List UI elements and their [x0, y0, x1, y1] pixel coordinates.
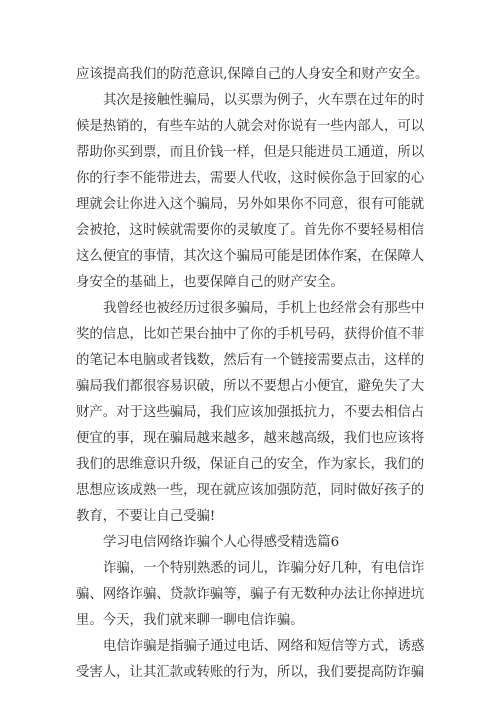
document-page: [76, 0, 436, 707]
text-line: 这么便宜的事情，其次这个骗局可能是团体作案，在保障人: [76, 249, 425, 264]
text-line: 教育，不要让自己受骗!: [76, 509, 216, 524]
text-line: 的笔记本电脑或者钱数，然后有一个链接需要点击，这样的: [76, 353, 425, 368]
text-line: 奖的信息，比如芒果台抽中了你的手机号码，获得价值不菲: [76, 327, 425, 342]
text-line: 财产。对于这些骗局，我们应该加强抵抗力，不要去相信占: [76, 405, 425, 420]
text-line: 里。今天，我们就来聊一聊电信诈骗。: [76, 613, 304, 628]
text-line: 身安全的基础上，也要保障自己的财产安全。: [76, 275, 344, 290]
text-line: 思想应该成熟一些，现在就应该加强防范，同时做好孩子的: [76, 483, 425, 498]
text-line: 电信诈骗是指骗子通过电话、网络和短信等方式，诱惑: [103, 639, 425, 654]
text-line: 骗局我们都很容易识破，所以不要想占小便宜，避免失了大: [76, 379, 425, 394]
text-line: 理就会让你进入这个骗局，另外如果你不同意，很有可能就: [76, 197, 425, 212]
text-line: 你的行李不能带进去，需要人代收，这时候你急于回家的心: [76, 171, 425, 186]
text-line: 应该提高我们的防范意识,保障自己的人身安全和财产安全。: [76, 67, 429, 82]
text-line: 会被抢，这时候就需要你的灵敏度了。首先你不要轻易相信: [76, 223, 425, 238]
text-line: 骗、网络诈骗、贷款诈骗等，骗子有无数种办法让你掉进坑: [76, 587, 425, 602]
text-line: 诈骗，一个特别熟悉的词儿，诈骗分好几种，有电信诈: [103, 561, 425, 576]
text-line: 我们的思维意识升级，保证自己的安全，作为家长，我们的: [76, 457, 425, 472]
section-heading: 学习电信网络诈骗个人心得感受精选篇6: [103, 535, 340, 550]
text-line: 受害人，让其汇款或转账的行为，所以，我们要提高防诈骗: [76, 665, 425, 680]
text-line: 便宜的事，现在骗局越来越多，越来越高级，我们也应该将: [76, 431, 425, 446]
text-line: 其次是接触性骗局，以买票为例子，火车票在过年的时: [103, 93, 425, 108]
text-line: 候是热销的，有些车站的人就会对你说有一些内部人，可以: [76, 119, 425, 134]
text-line: 我曾经也被经历过很多骗局，手机上也经常会有那些中: [103, 301, 425, 316]
text-line: 帮助你买到票，而且价钱一样，但是只能进员工通道，所以: [76, 145, 425, 160]
